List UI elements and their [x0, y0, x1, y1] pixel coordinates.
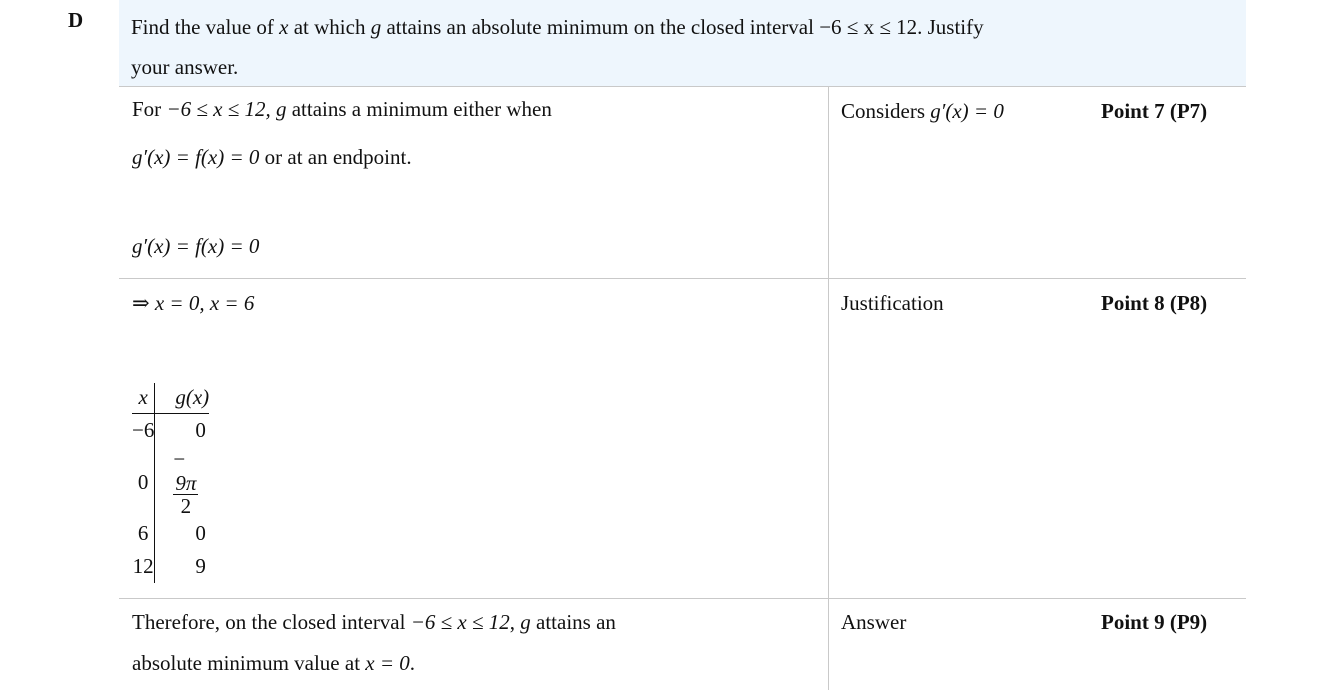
table-cell: 0 — [195, 520, 206, 545]
criterion-text: Justification — [841, 291, 944, 315]
column-divider — [828, 599, 829, 690]
criterion-line — [841, 99, 1004, 124]
rubric-row-p8 — [119, 278, 1246, 598]
work-text: attains a minimum either when — [286, 97, 552, 121]
prompt-var-x: x — [279, 15, 289, 39]
work-math: x = 0, x = 6 — [154, 291, 255, 315]
fraction — [173, 472, 198, 517]
work-math: x = 0 — [365, 651, 410, 675]
prompt-var-g: g — [370, 15, 382, 39]
work-var-g: g — [520, 610, 531, 634]
table-cell: 0 — [132, 447, 155, 517]
work-math: g′(x) = f(x) = 0 — [132, 234, 260, 258]
work-line — [132, 291, 254, 316]
work-math: −6 ≤ x ≤ 12 — [410, 610, 510, 634]
point-text: Point 7 (P7) — [1101, 99, 1208, 123]
prompt-line-2: your answer. — [131, 55, 239, 79]
work-text: Therefore, on the closed interval — [132, 610, 411, 634]
work-var-g: g — [275, 97, 287, 121]
criterion-text: Considers — [841, 99, 931, 123]
work-text: absolute minimum value at — [132, 651, 366, 675]
criterion-text: Answer — [841, 610, 907, 634]
work-text: . — [409, 651, 416, 675]
work-text: , — [509, 610, 516, 634]
work-line — [132, 651, 415, 676]
column-divider — [828, 279, 829, 598]
work-text: or at an endpoint. — [259, 145, 412, 169]
point-text: Point 8 (P8) — [1101, 291, 1208, 315]
prompt-interval: −6 ≤ x ≤ 12 — [819, 15, 918, 39]
rubric-row-p9 — [119, 598, 1246, 690]
table-cell: 6 — [132, 517, 155, 549]
work-line — [132, 234, 259, 259]
work-math: g′(x) = f(x) = 0 — [132, 145, 260, 169]
prompt-text: Find the value of — [131, 15, 280, 39]
table-cell-fraction — [155, 447, 209, 517]
table-header-x: x — [132, 383, 155, 413]
table-header-gx: g(x) — [155, 383, 209, 413]
work-text: For — [132, 97, 167, 121]
criterion-math: g′(x) = 0 — [930, 99, 1004, 123]
fraction-denominator: 2 — [180, 494, 192, 518]
prompt-text: at which — [288, 15, 371, 39]
value-table — [132, 383, 209, 583]
prompt-line-1 — [131, 7, 1234, 47]
work-line — [132, 145, 412, 170]
work-math: −6 ≤ x ≤ 12, — [166, 97, 271, 121]
prompt-text: . Justify — [917, 15, 984, 39]
table-cell: 9 — [195, 553, 206, 578]
work-line — [132, 610, 616, 635]
table-cell: 0 — [195, 417, 206, 442]
implies-symbol: ⇒ — [132, 291, 155, 315]
fraction-numerator: 9π — [175, 471, 197, 495]
table-cell: 12 — [132, 549, 155, 583]
part-label: D — [68, 8, 84, 32]
rubric-row-p7 — [119, 86, 1246, 278]
point-text: Point 9 (P9) — [1101, 610, 1208, 634]
work-line — [132, 97, 552, 122]
work-text: attains an — [530, 610, 616, 634]
minus-sign: − — [173, 447, 186, 471]
prompt-text: attains an absolute minimum on the closed interval — [381, 15, 820, 39]
question-prompt — [119, 0, 1246, 86]
column-divider — [828, 87, 829, 278]
table-cell: −6 — [132, 413, 155, 447]
